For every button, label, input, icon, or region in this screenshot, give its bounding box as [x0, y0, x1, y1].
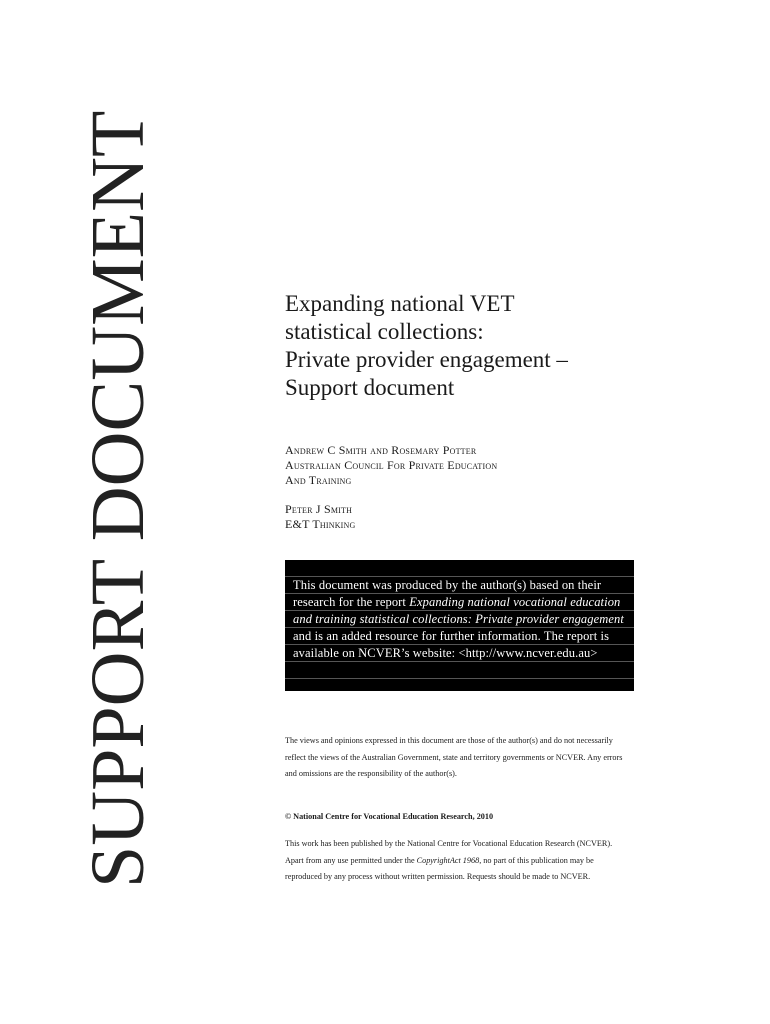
author-block-2 — [285, 502, 705, 532]
author-org-1-line-2: And Training — [285, 473, 352, 487]
notice-text-post: and is an added resource for further information. The report is available on NCVER’s website: — [293, 629, 610, 660]
author-org-2: E&T Thinking — [285, 517, 356, 531]
notice-text-pre: This document was produced by the author(s) based on their research for the report — [293, 578, 602, 609]
side-title: SUPPORT DOCUMENT — [76, 110, 160, 888]
notice-report-title: Expanding national vocational education and training statistical collections: Private provider engagement — [293, 595, 624, 626]
disclaimer-text: The views and opinions expressed in this document are those of the author(s) and do not necessarily reflect the views of the Australian Government, state and territory governments or NCVER. Any errors and omissions are the responsibility of the author(s). — [285, 736, 623, 778]
author-names-1: Andrew C Smith and Rosemary Potter — [285, 443, 477, 457]
title-line-3: Private provider engagement – — [285, 347, 568, 372]
author-names-2: Peter J Smith — [285, 502, 353, 516]
author-block-1 — [285, 443, 705, 488]
publication-text-pre: This work has been published by the National Centre for Vocational Education Research (NCVER). Apart from any use permitted under the — [285, 839, 613, 865]
notice-text — [293, 577, 631, 662]
title-line-4: Support document — [285, 375, 455, 400]
author-org-1-line-1: Australian Council For Private Education — [285, 458, 498, 472]
publication-text-post: , no part of this publication may be reproduced by any process without written permission. Requests should be made to NCVER. — [285, 855, 594, 881]
title-line-2: statistical collections: — [285, 319, 484, 344]
title-line-1: Expanding national VET — [285, 291, 515, 316]
document-title — [285, 290, 705, 402]
notice-rule — [285, 678, 634, 679]
ncver-website-link[interactable]: <http://www.ncver.edu.au> — [458, 646, 598, 660]
publication-notice — [285, 836, 630, 886]
copyright-notice: © National Centre for Vocational Education Research, 2010 — [285, 812, 494, 821]
copyright-act-title: CopyrightAct 1968 — [416, 855, 480, 865]
